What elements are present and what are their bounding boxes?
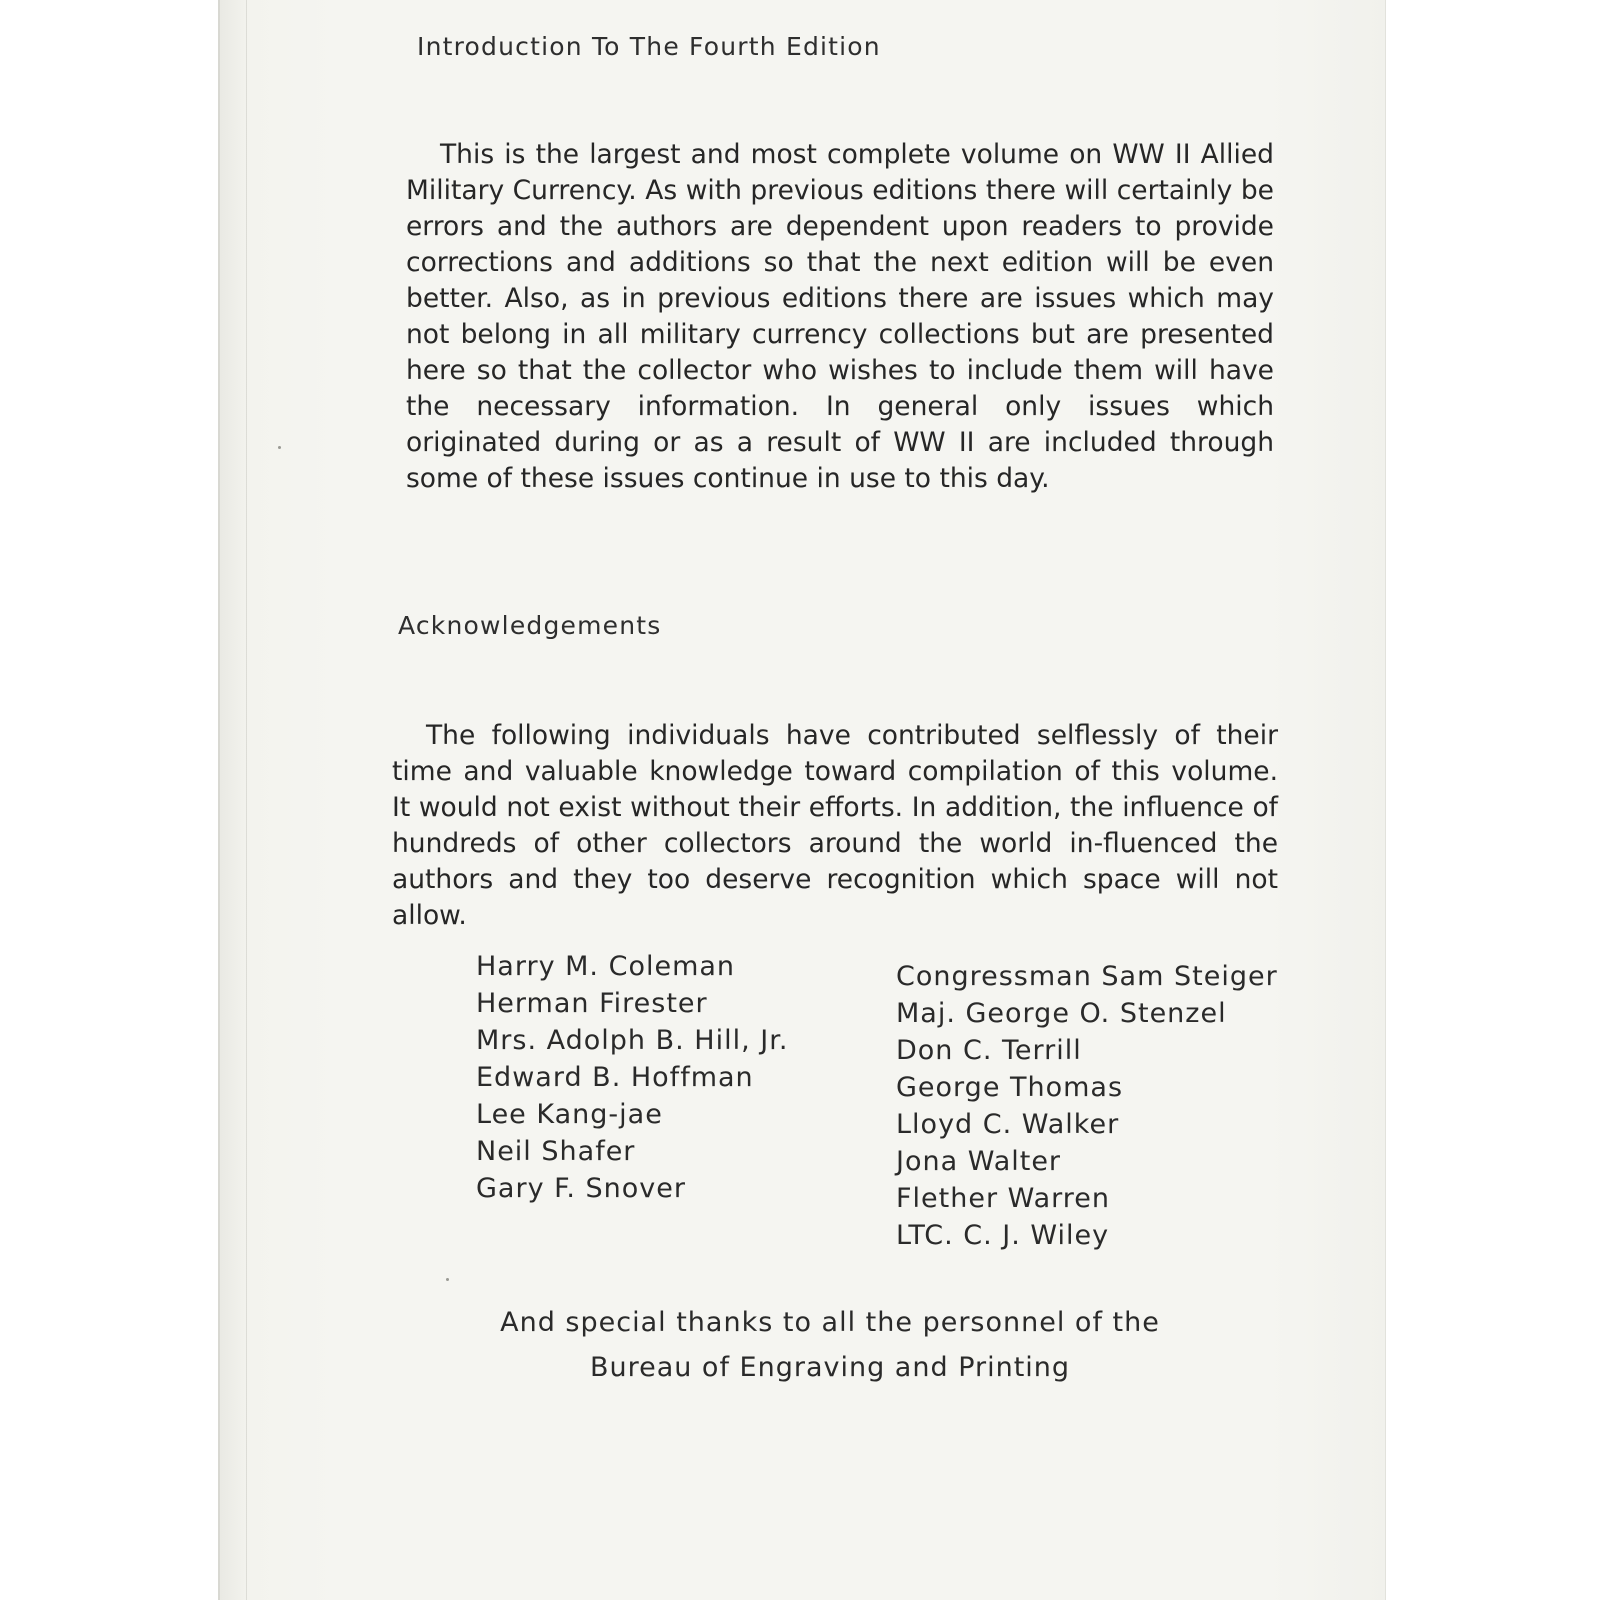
page-gutter (246, 0, 247, 1600)
contributor-name: Maj. George O. Stenzel (896, 998, 1227, 1029)
special-thanks (390, 1300, 1270, 1390)
acknowledgements-paragraph (392, 718, 1278, 934)
contributor-name: Jona Walter (896, 1146, 1062, 1177)
contributor-name: Herman Firester (476, 988, 708, 1019)
intro-heading: Introduction To The Fourth Edition (417, 32, 881, 61)
names-list-left (476, 948, 788, 1207)
contributor-name: LTC. C. J. Wiley (896, 1220, 1110, 1251)
intro-paragraph-text: This is the largest and most complete volume on WW II Allied Military Currency. As with previous editions there will certainly be errors and the authors are dependent upon readers to provide corrections and additions so that the next edition will be even better. Also, as in previous editions there are issues which may not belong in all military currency collections but are presented here so that the collector who wishes to include them will have the necessary information. In general only issues which originated during or as a result of WW II are included through some of these issues continue in use to this day. (406, 139, 1274, 494)
thanks-line-1: And special thanks to all the personnel of the (500, 1307, 1160, 1338)
contributor-name: George Thomas (896, 1072, 1124, 1103)
paper-speck (278, 446, 281, 449)
thanks-line-2: Bureau of Engraving and Printing (589, 1352, 1071, 1383)
acknowledgements-paragraph-text: The following individuals have contributed selflessly of their time and valuable knowledge toward compilation of this volume. It would not exist without their efforts. In addition, the influence of hundreds of other collectors around the world in-fluenced the authors and they too deserve recognition which space will not allow. (392, 720, 1278, 931)
contributor-name: Flether Warren (896, 1183, 1111, 1214)
paper-speck (446, 1278, 449, 1281)
contributor-name: Edward B. Hoffman (476, 1062, 754, 1093)
contributor-name: Lee Kang-jae (476, 1099, 663, 1130)
contributor-name: Lloyd C. Walker (896, 1109, 1120, 1140)
names-list-right (896, 958, 1278, 1254)
intro-paragraph (406, 137, 1274, 497)
contributor-name: Mrs. Adolph B. Hill, Jr. (476, 1025, 789, 1056)
acknowledgements-heading: Acknowledgements (398, 611, 662, 640)
contributor-name: Congressman Sam Steiger (896, 961, 1278, 992)
contributor-name: Neil Shafer (476, 1136, 636, 1167)
contributor-name: Harry M. Coleman (476, 951, 736, 982)
contributor-name: Don C. Terrill (896, 1035, 1082, 1066)
contributor-name: Gary F. Snover (476, 1173, 686, 1204)
